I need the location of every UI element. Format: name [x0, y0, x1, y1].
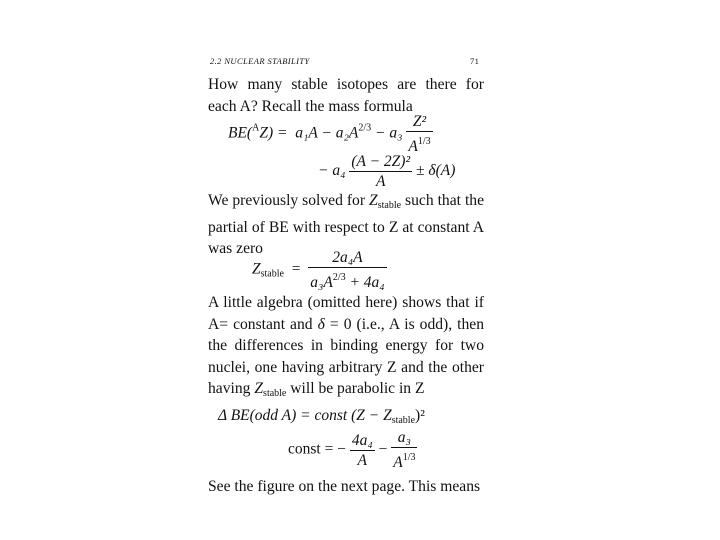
- page-number: 71: [470, 56, 480, 66]
- z-stable-equation: $Z_{stable}$ = $\frac{\text{2a₄A}}{a_3A^{2/3} + 4a_4}$: [252, 249, 385, 291]
- mass-formula-line-1: $BE(^AZ) = a_1A - a_2A^{2/3} - a_3$ $\frac{\text{Z²}}{A^{1/3}}$: [228, 113, 431, 155]
- delta-be-equation: Δ BE(odd A) = const $(Z - Z_{stable})^2$: [218, 407, 425, 426]
- paragraph-previous: We previously solved for $Z_{stable}$ such that the partial of BE with respect to Z at constant A was zero: [208, 192, 484, 257]
- fraction-z2-over-a13: $\frac{\text{Z²}}{A^{1/3}}$: [408, 113, 431, 155]
- paragraph-algebra: A little algebra (omitted here) shows that if A= constant and δ = 0 (i.e., A is odd), then the differences in binding energy for two nuclei, one having arbitrary Z and the other having $Z_{stable}$ will be parabolic in Z: [208, 294, 484, 399]
- paragraph-intro: How many stable isotopes are there for each A? Recall the mass formula: [208, 76, 484, 115]
- fraction-4a4-over-a: $\frac{\text{4a₄}}{A}$: [351, 431, 373, 469]
- fraction-z-stable: $\frac{\text{2a₄A}}{a_3A^{2/3} + 4a_4}$: [310, 249, 385, 291]
- fraction-asymmetry: $\frac{\text{(A − 2Z)²}}{A}$: [351, 153, 411, 190]
- fraction-a3-over-a13: $\frac{\text{a₃}}{A^{1/3}}$: [393, 429, 416, 471]
- mass-formula-line-2: − a₄ $\frac{\text{(A − 2Z)²}}{A}$ ± δ(A): [318, 153, 456, 190]
- running-header: 2.2 NUCLEAR STABILITY: [210, 56, 310, 66]
- const-equation: const = − $\frac{\text{4a₄}}{A}$ − $\frac{\text{a₃}}{A^{1/3}}$: [288, 429, 416, 471]
- paragraph-see-figure: See the figure on the next page. This means: [208, 478, 481, 495]
